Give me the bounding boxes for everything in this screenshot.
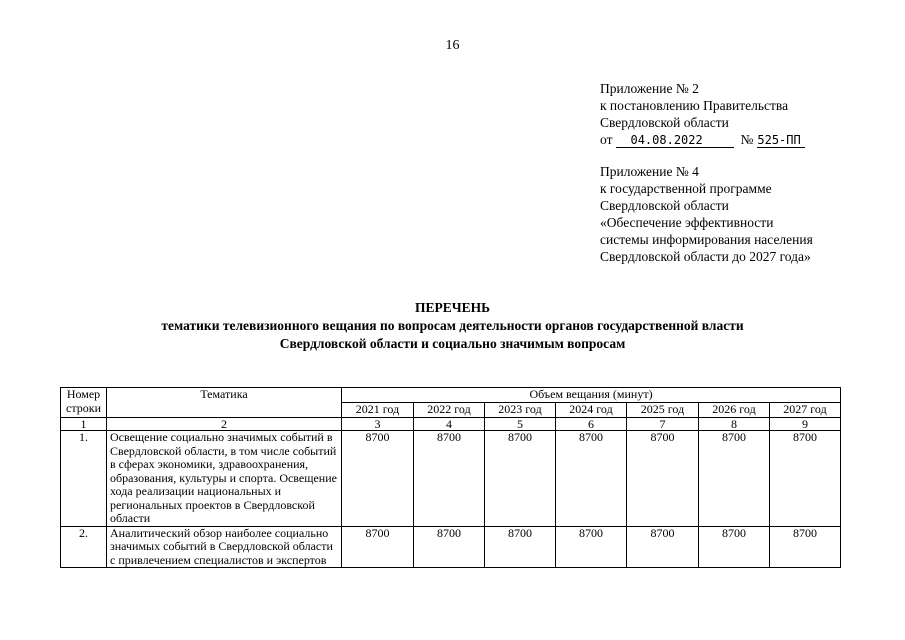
column-index: 6 xyxy=(556,418,627,431)
row-value: 8700 xyxy=(485,431,556,527)
decree-number: 525-ПП xyxy=(757,133,805,148)
appendix-4-line: Приложение № 4 xyxy=(600,164,699,179)
column-index: 9 xyxy=(770,418,841,431)
date-prefix: от xyxy=(600,132,613,147)
row-value: 8700 xyxy=(627,526,699,568)
header-row-number: Номер строки xyxy=(61,388,107,418)
year-header: 2023 год xyxy=(485,403,556,418)
row-value: 8700 xyxy=(770,526,841,568)
title-line2: Свердловской области и социально значимым вопросам xyxy=(279,336,626,351)
row-value: 8700 xyxy=(699,431,770,527)
row-topic: Освещение социально значимых событий в Свердловской области, в том числе событий в сферах экономики, здравоохранения, образования, культуры и спорта. Освещение хода реализации национальных и региональных проектов в Свердловской области xyxy=(107,431,342,527)
row-value: 8700 xyxy=(770,431,841,527)
appendix-2-line3: Свердловской области xyxy=(600,115,729,130)
column-index: 5 xyxy=(485,418,556,431)
page-number: 16 xyxy=(445,38,460,53)
header-topic: Тематика xyxy=(107,388,342,418)
appendix-4-line: к государственной программе xyxy=(600,181,772,196)
year-header: 2022 год xyxy=(414,403,485,418)
appendix-4-line: «Обеспечение эффективности xyxy=(600,215,774,230)
row-number: 2. xyxy=(61,526,107,568)
column-index: 1 xyxy=(61,418,107,431)
appendix-2-line1: Приложение № 2 xyxy=(600,81,699,96)
header-row xyxy=(61,388,841,403)
title-heading: ПЕРЕЧЕНЬ xyxy=(414,300,491,315)
appendix-4-block xyxy=(600,163,813,265)
decree-date-line xyxy=(600,131,805,148)
year-header: 2027 год xyxy=(770,403,841,418)
decree-date: 04.08.2022 xyxy=(616,133,734,148)
title-line1: тематики телевизионного вещания по вопросам деятельности органов государственной власти xyxy=(161,318,744,333)
appendix-2-line2: к постановлению Правительства xyxy=(600,98,789,113)
column-index: 8 xyxy=(699,418,770,431)
appendix-4-line: системы информирования населения xyxy=(600,232,813,247)
row-number: 1. xyxy=(61,431,107,527)
column-index: 2 xyxy=(107,418,342,431)
broadcast-topics-table xyxy=(60,387,841,568)
column-index: 7 xyxy=(627,418,699,431)
year-header: 2021 год xyxy=(342,403,414,418)
column-index: 4 xyxy=(414,418,485,431)
table-row xyxy=(61,431,841,527)
number-prefix: № xyxy=(740,132,754,147)
table-row xyxy=(61,526,841,568)
row-value: 8700 xyxy=(342,526,414,568)
header-volume: Объем вещания (минут) xyxy=(342,388,841,403)
year-header: 2025 год xyxy=(627,403,699,418)
row-topic: Аналитический обзор наиболее социально значимых событий в Свердловской области с привлечением специалистов и экспертов xyxy=(107,526,342,568)
row-value: 8700 xyxy=(556,526,627,568)
row-value: 8700 xyxy=(414,431,485,527)
row-value: 8700 xyxy=(414,526,485,568)
row-value: 8700 xyxy=(699,526,770,568)
row-value: 8700 xyxy=(342,431,414,527)
year-header: 2026 год xyxy=(699,403,770,418)
row-value: 8700 xyxy=(627,431,699,527)
row-value: 8700 xyxy=(485,526,556,568)
document-title xyxy=(0,299,905,353)
column-index: 3 xyxy=(342,418,414,431)
row-value: 8700 xyxy=(556,431,627,527)
column-index-row xyxy=(61,418,841,431)
year-header: 2024 год xyxy=(556,403,627,418)
appendix-4-line: Свердловской области до 2027 года» xyxy=(600,249,811,264)
appendix-4-line: Свердловской области xyxy=(600,198,729,213)
appendix-2-block xyxy=(600,80,805,148)
